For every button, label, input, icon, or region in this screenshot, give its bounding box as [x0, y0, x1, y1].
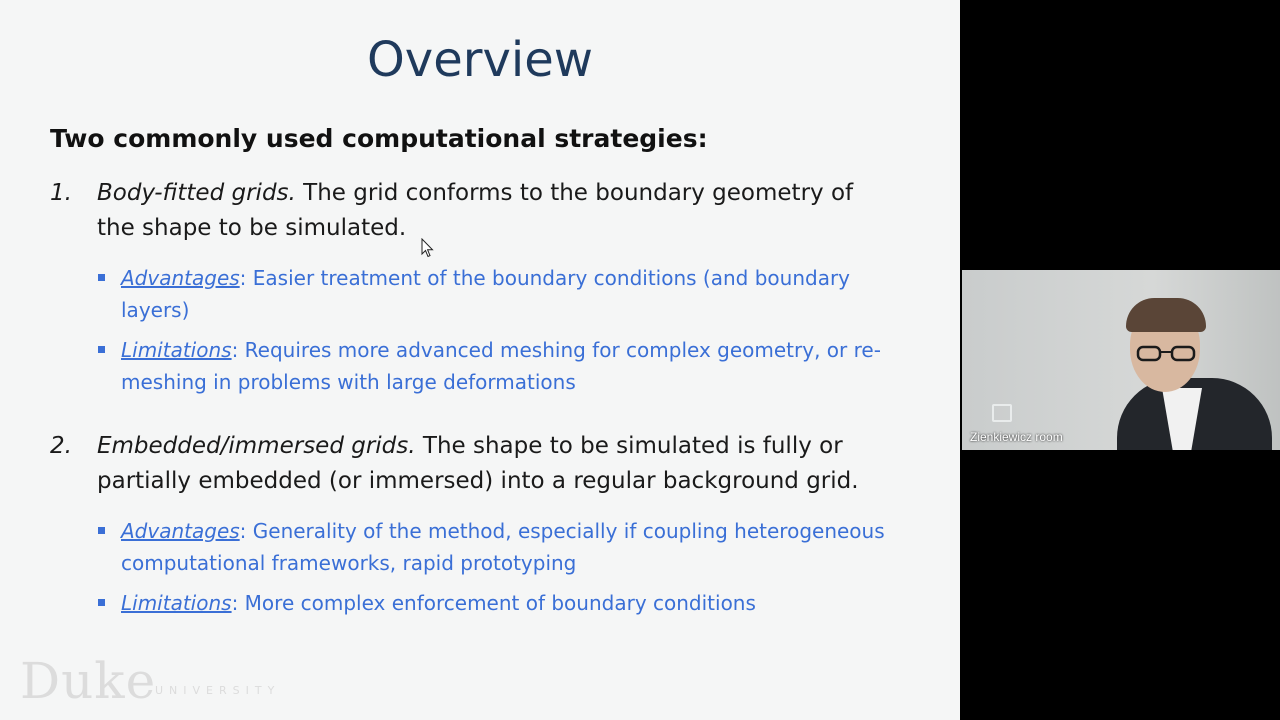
slide-title: Overview [367, 32, 593, 88]
sub-key: Advantages [121, 266, 240, 290]
sub-text: : Easier treatment of the boundary conditions (and boundary layers) [121, 266, 851, 322]
item-term: Body-fitted grids. [97, 180, 296, 206]
item-text: The shape to be simulated is fully or partially embedded (or immersed) into a regular background grid. [97, 433, 859, 494]
participant-name-label: Zienkiewicz room [970, 430, 1063, 444]
item-body [97, 176, 897, 246]
glasses-icon [1136, 344, 1196, 362]
camera-icon [992, 404, 1012, 422]
sub-text: : More complex enforcement of boundary conditions [231, 591, 756, 615]
bullet-icon [98, 527, 105, 534]
duke-logo-subtitle: UNIVERSITY [155, 684, 281, 697]
participant-video-tile[interactable] [962, 270, 1280, 450]
item-text: The grid conforms to the boundary geometry of the shape to be simulated. [97, 180, 854, 241]
sub-key: Limitations [121, 591, 232, 615]
bullet-icon [98, 346, 105, 353]
bullet-icon [98, 599, 105, 606]
item-term: Embedded/immersed grids. [97, 433, 416, 459]
item-number: 2. [50, 433, 72, 459]
bullet-icon [98, 274, 105, 281]
slide-lead: Two commonly used computational strategies: [50, 124, 708, 153]
item-body [97, 429, 897, 499]
sub-key: Limitations [121, 338, 232, 362]
sub-text: : Requires more advanced meshing for complex geometry, or re-meshing in problems with large deformations [121, 338, 881, 394]
duke-logo: Duke [20, 652, 157, 710]
item-number: 1. [50, 180, 72, 206]
mouse-cursor-icon [421, 238, 435, 258]
sub-key: Advantages [121, 519, 240, 543]
sub-text: : Generality of the method, especially if coupling heterogeneous computational frameworks, rapid prototyping [121, 519, 885, 575]
